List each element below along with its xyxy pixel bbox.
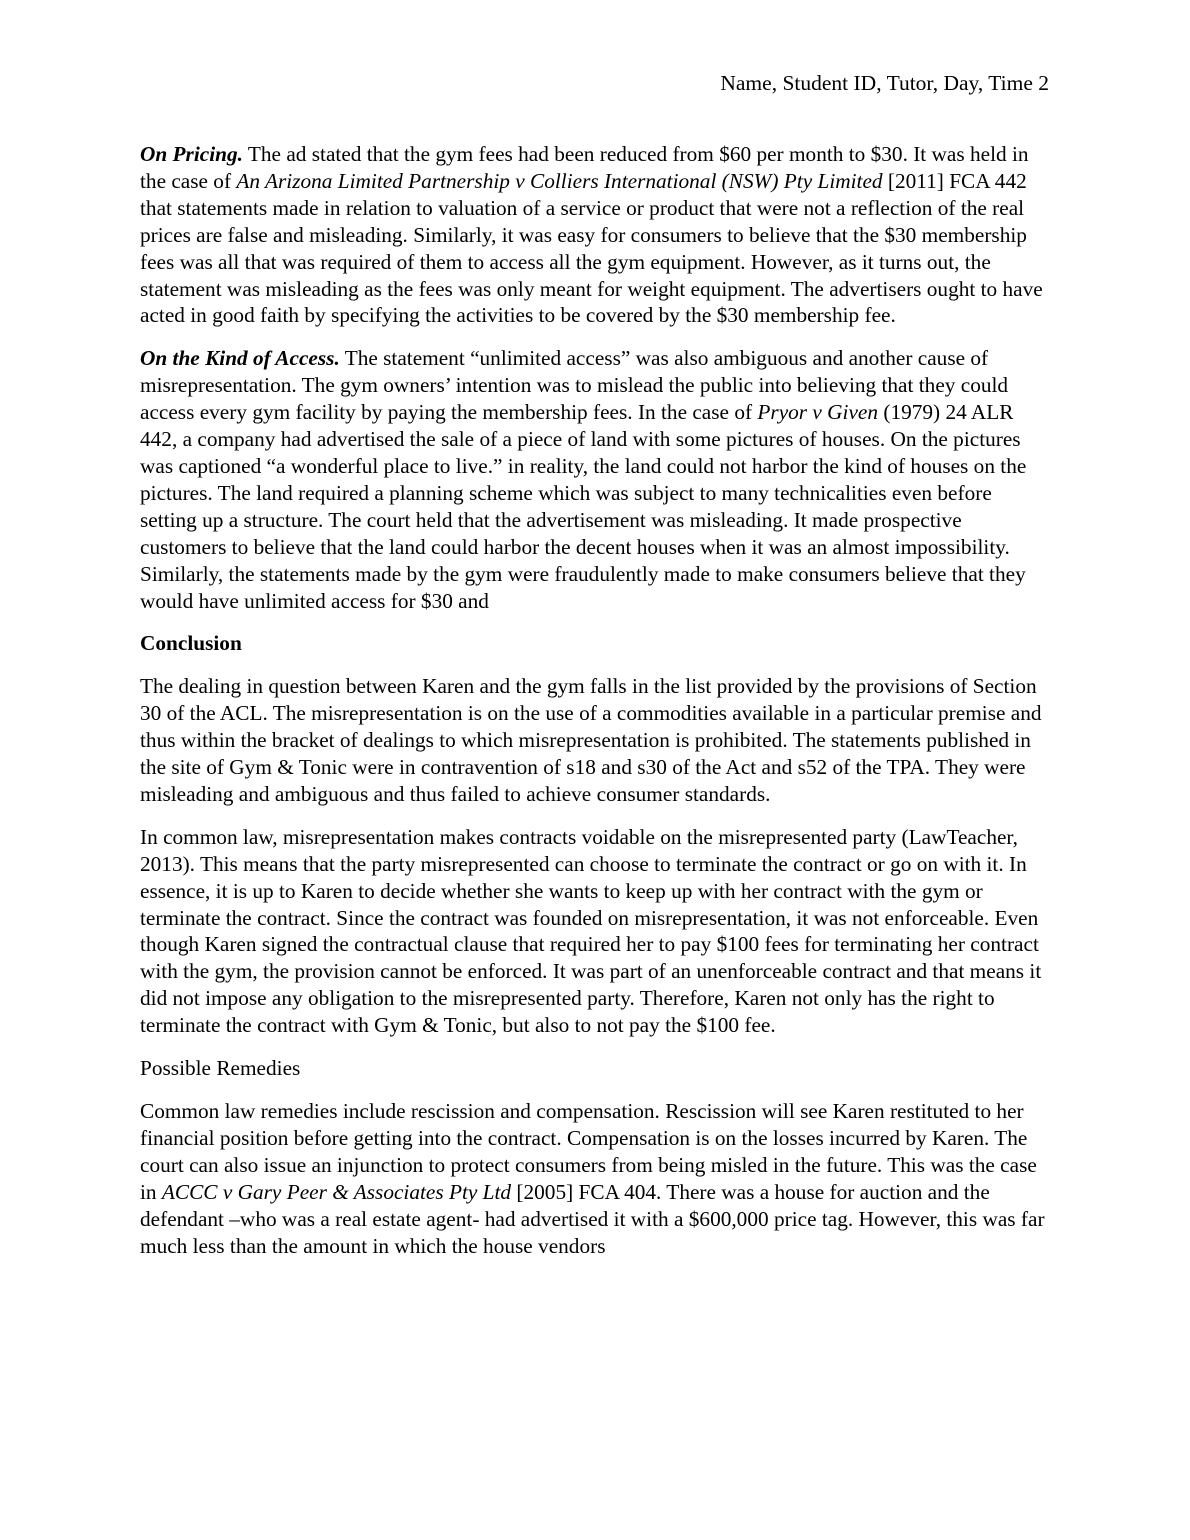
access-lead-heading: On the Kind of Access. — [140, 346, 340, 371]
pricing-text-1: The ad stated that the gym fees had been reduced from $60 per month to $30. It was held in the case of — [140, 142, 1029, 193]
remedies-text-2: [2005] FCA 404. There was a house for auction and the defendant –who was a real estate agent- had advertised it with a $600,000 price tag. However, this was far much less than the amount in which the house vendors — [140, 1179, 1045, 1258]
access-text-1: The statement “unlimited access” was also ambiguous and another cause of misrepresentation. The gym owners’ intention was to mislead the public into believing that they could access every gym facility by paying the membership fees. In the case of — [140, 346, 1009, 425]
conclusion-heading: Conclusion — [140, 631, 242, 656]
remedies-case-citation: ACCC v Gary Peer & Associates Pty Ltd — [161, 1179, 512, 1204]
paragraph-conclusion-2: In common law, misrepresentation makes contracts voidable on the misrepresented party (LawTeacher, 2013). This means that the party misrepresented can choose to terminate the contract or go on with it. In essence, it is up to Karen to decide whether she wants to keep up with her contract with the gym or terminate the contract. Since the contract was founded on misrepresentation, it was not enforceable. Even though Karen signed the contractual clause that required her to pay $100 fees for terminating her contract with the gym, the provision cannot be enforced. It was part of an unenforceable contract and that means it did not impose any obligation to the misrepresented party. Therefore, Karen not only has the right to terminate the contract with Gym & Tonic, but also to not pay the $100 fee. — [140, 824, 1042, 1038]
running-head: Name, Student ID, Tutor, Day, Time 2 — [720, 71, 1049, 95]
pricing-text-2: [2011] FCA 442 that statements made in relation to valuation of a service or product that were not a reflection of the real prices are false and misleading. Similarly, it was easy for consumers to believe that the $30 membership fees was all that was required of them to access all the gym equipment. However, as it turns out, the statement was misleading as the fees was only meant for weight equipment. The advertisers ought to have acted in good faith by specifying the activities to be covered by the $30 membership fee. — [140, 168, 1043, 328]
document-body — [140, 141, 1050, 1275]
paragraph-on-pricing — [140, 141, 1050, 329]
pricing-case-citation: An Arizona Limited Partnership v Colliers International (NSW) Pty Limited — [236, 168, 883, 193]
paragraph-conclusion-1: The dealing in question between Karen and the gym falls in the list provided by the provisions of Section 30 of the ACL. The misrepresentation is on the use of a commodities available in a particular premise and thus within the bracket of dealings to which misrepresentation is prohibited. The statements published in the site of Gym & Tonic were in contravention of s18 and s30 of the Act and s52 of the TPA. They were misleading and ambiguous and thus failed to achieve consumer standards. — [140, 674, 1042, 806]
possible-remedies-heading: Possible Remedies — [140, 1056, 301, 1081]
pricing-lead-heading: On Pricing. — [140, 142, 243, 166]
access-case-citation: Pryor v Given — [757, 400, 879, 425]
remedies-text-1: Common law remedies include rescission and compensation. Rescission will see Karen restituted to her financial position before getting into the contract. Compensation is on the losses incurred by Karen. The court can also issue an injunction to protect consumers from being misled in the future. This was the case in — [140, 1099, 1037, 1204]
paragraph-remedies — [140, 1098, 1050, 1259]
paragraph-kind-of-access — [140, 345, 1050, 614]
access-text-2: (1979) 24 ALR 442, a company had advertised the sale of a piece of land with some pictures of houses. On the pictures was captioned “a wonderful place to live.” in reality, the land could not harbor the kind of houses on the pictures. The land required a planning scheme which was subject to many technicalities even before setting up a structure. The court held that the advertisement was misleading. It made prospective customers to believe that the land could harbor the decent houses when it was an almost impossibility. Similarly, the statements made by the gym were fraudulently made to make consumers believe that they would have unlimited access for $30 and — [140, 400, 1027, 613]
